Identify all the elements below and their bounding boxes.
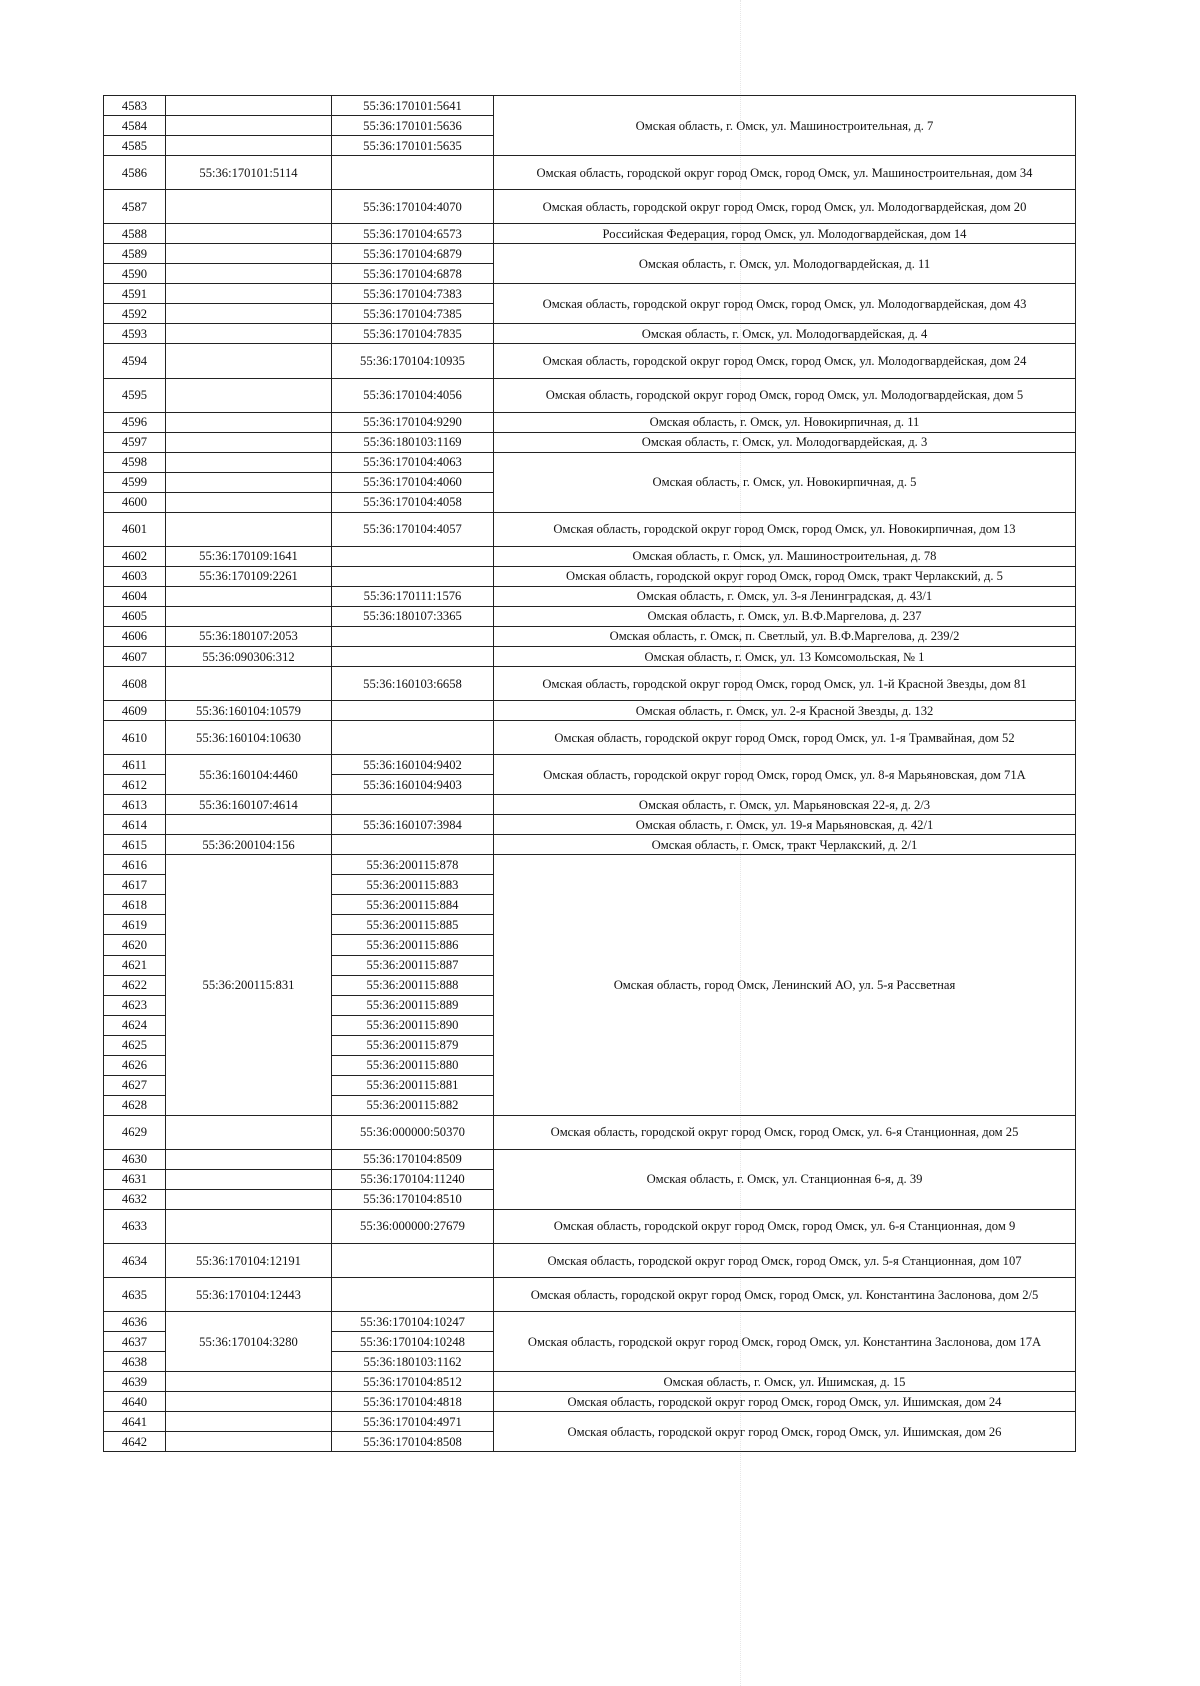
parcel-number-cell: 55:36:090306:312 [166, 646, 332, 666]
parcel-number-cell [166, 1169, 332, 1189]
parcel-number-cell [166, 472, 332, 492]
address-cell: Омская область, городской округ город Омск, город Омск, ул. 1-я Трамвайная, дом 52 [494, 721, 1076, 755]
cadastral-number-cell [332, 1244, 494, 1278]
table-row [104, 344, 1076, 378]
address-cell: Омская область, г. Омск, ул. Новокирпичная, д. 5 [494, 452, 1076, 512]
address-cell: Омская область, г. Омск, ул. Новокирпичная, д. 11 [494, 412, 1076, 432]
cadastral-number-cell: 55:36:000000:27679 [332, 1209, 494, 1243]
address-cell: Омская область, город Омск, Ленинский АО, ул. 5-я Рассветная [494, 855, 1076, 1115]
row-number-cell: 4594 [104, 344, 166, 378]
row-number-cell: 4586 [104, 156, 166, 190]
cadastral-number-cell: 55:36:180103:1169 [332, 432, 494, 452]
address-cell: Омская область, г. Омск, ул. 2-я Красной Звезды, д. 132 [494, 701, 1076, 721]
parcel-number-cell [166, 1412, 332, 1432]
row-number-cell: 4602 [104, 546, 166, 566]
row-number-cell: 4625 [104, 1035, 166, 1055]
cadastral-number-cell: 55:36:200115:881 [332, 1075, 494, 1095]
row-number-cell: 4642 [104, 1432, 166, 1452]
address-cell: Омская область, г. Омск, ул. Марьяновская 22-я, д. 2/3 [494, 795, 1076, 815]
row-number-cell: 4604 [104, 586, 166, 606]
parcel-number-cell: 55:36:160104:10630 [166, 721, 332, 755]
row-number-cell: 4622 [104, 975, 166, 995]
parcel-number-cell: 55:36:170101:5114 [166, 156, 332, 190]
table-row [104, 1392, 1076, 1412]
cadastral-number-cell: 55:36:160103:6658 [332, 667, 494, 701]
row-number-cell: 4596 [104, 412, 166, 432]
row-number-cell: 4607 [104, 646, 166, 666]
cadastral-number-cell: 55:36:170111:1576 [332, 586, 494, 606]
row-number-cell: 4636 [104, 1312, 166, 1332]
address-cell: Омская область, г. Омск, ул. Молодогвардейская, д. 4 [494, 324, 1076, 344]
row-number-cell: 4585 [104, 136, 166, 156]
parcel-number-cell [166, 667, 332, 701]
row-number-cell: 4598 [104, 452, 166, 472]
row-number-cell: 4603 [104, 566, 166, 586]
cadastral-number-cell: 55:36:170104:10935 [332, 344, 494, 378]
row-number-cell: 4601 [104, 512, 166, 546]
parcel-number-cell: 55:36:170109:2261 [166, 566, 332, 586]
address-cell: Омская область, г. Омск, ул. Молодогвардейская, д. 3 [494, 432, 1076, 452]
row-number-cell: 4630 [104, 1149, 166, 1169]
parcel-number-cell [166, 324, 332, 344]
parcel-number-cell [166, 1149, 332, 1169]
parcel-number-cell [166, 492, 332, 512]
cadastral-number-cell [332, 156, 494, 190]
table-row [104, 701, 1076, 721]
parcel-number-cell [166, 96, 332, 116]
address-cell: Омская область, городской округ город Омск, город Омск, ул. Машиностроительная, дом 34 [494, 156, 1076, 190]
row-number-cell: 4609 [104, 701, 166, 721]
address-cell: Омская область, г. Омск, ул. 3-я Ленинградская, д. 43/1 [494, 586, 1076, 606]
parcel-number-cell: 55:36:180107:2053 [166, 626, 332, 646]
table-row [104, 646, 1076, 666]
table-row [104, 244, 1076, 264]
parcel-number-cell [166, 815, 332, 835]
table-row [104, 546, 1076, 566]
cadastral-number-cell: 55:36:200115:880 [332, 1055, 494, 1075]
cadastral-number-cell: 55:36:170104:4971 [332, 1412, 494, 1432]
parcel-number-cell [166, 136, 332, 156]
parcel-number-cell [166, 1432, 332, 1452]
row-number-cell: 4626 [104, 1055, 166, 1075]
cadastral-number-cell: 55:36:170104:4056 [332, 378, 494, 412]
cadastral-number-cell: 55:36:000000:50370 [332, 1115, 494, 1149]
cadastral-number-cell: 55:36:200115:890 [332, 1015, 494, 1035]
row-number-cell: 4595 [104, 378, 166, 412]
cadastral-number-cell [332, 721, 494, 755]
table-row [104, 835, 1076, 855]
address-cell: Омская область, г. Омск, ул. Ишимская, д. 15 [494, 1372, 1076, 1392]
cadastral-number-cell: 55:36:170104:4063 [332, 452, 494, 472]
table-row [104, 855, 1076, 875]
address-cell: Омская область, г. Омск, ул. Машиностроительная, д. 7 [494, 96, 1076, 156]
table-row [104, 324, 1076, 344]
address-cell: Омская область, г. Омск, ул. В.Ф.Маргелова, д. 237 [494, 606, 1076, 626]
row-number-cell: 4614 [104, 815, 166, 835]
address-cell: Омская область, г. Омск, ул. 13 Комсомольская, № 1 [494, 646, 1076, 666]
cadastral-number-cell: 55:36:170104:8509 [332, 1149, 494, 1169]
address-cell: Омская область, городской округ город Омск, город Омск, тракт Черлакский, д. 5 [494, 566, 1076, 586]
row-number-cell: 4629 [104, 1115, 166, 1149]
address-cell: Омская область, городской округ город Омск, город Омск, ул. Константина Заслонова, дом 17А [494, 1312, 1076, 1372]
parcel-number-cell: 55:36:160104:10579 [166, 701, 332, 721]
cadastral-number-cell: 55:36:180107:3365 [332, 606, 494, 626]
row-number-cell: 4611 [104, 755, 166, 775]
table-row [104, 512, 1076, 546]
cadastral-number-cell: 55:36:170104:4058 [332, 492, 494, 512]
row-number-cell: 4608 [104, 667, 166, 701]
row-number-cell: 4615 [104, 835, 166, 855]
row-number-cell: 4617 [104, 875, 166, 895]
parcel-number-cell [166, 224, 332, 244]
table-row [104, 96, 1076, 116]
cadastral-number-cell: 55:36:170104:7385 [332, 304, 494, 324]
cadastral-number-cell: 55:36:170104:4818 [332, 1392, 494, 1412]
table-row [104, 815, 1076, 835]
table-row [104, 224, 1076, 244]
table-row [104, 566, 1076, 586]
cadastral-number-cell: 55:36:170104:10247 [332, 1312, 494, 1332]
cadastral-number-cell: 55:36:160104:9402 [332, 755, 494, 775]
parcel-number-cell [166, 1189, 332, 1209]
row-number-cell: 4640 [104, 1392, 166, 1412]
row-number-cell: 4597 [104, 432, 166, 452]
row-number-cell: 4616 [104, 855, 166, 875]
row-number-cell: 4637 [104, 1332, 166, 1352]
address-cell: Омская область, городской округ город Омск, город Омск, ул. Молодогвардейская, дом 24 [494, 344, 1076, 378]
cadastral-number-cell [332, 566, 494, 586]
parcel-number-cell [166, 512, 332, 546]
parcel-number-cell [166, 1115, 332, 1149]
cadastral-number-cell: 55:36:170104:10248 [332, 1332, 494, 1352]
address-cell: Омская область, городской округ город Омск, город Омск, ул. Молодогвардейская, дом 20 [494, 190, 1076, 224]
parcel-number-cell [166, 432, 332, 452]
address-cell: Омская область, г. Омск, ул. Машиностроительная, д. 78 [494, 546, 1076, 566]
parcel-number-cell: 55:36:200115:831 [166, 855, 332, 1115]
cadastral-number-cell [332, 646, 494, 666]
cadastral-number-cell: 55:36:200115:884 [332, 895, 494, 915]
parcel-number-cell: 55:36:200104:156 [166, 835, 332, 855]
cadastral-number-cell [332, 795, 494, 815]
cadastral-number-cell: 55:36:170101:5636 [332, 116, 494, 136]
cadastral-number-cell: 55:36:170104:8512 [332, 1372, 494, 1392]
table-row [104, 284, 1076, 304]
row-number-cell: 4621 [104, 955, 166, 975]
table-row [104, 626, 1076, 646]
row-number-cell: 4641 [104, 1412, 166, 1432]
address-cell: Омская область, г. Омск, тракт Черлакский, д. 2/1 [494, 835, 1076, 855]
row-number-cell: 4599 [104, 472, 166, 492]
row-number-cell: 4590 [104, 264, 166, 284]
address-cell: Омская область, городской округ город Омск, город Омск, ул. 1-й Красной Звезды, дом 81 [494, 667, 1076, 701]
row-number-cell: 4606 [104, 626, 166, 646]
table-row [104, 795, 1076, 815]
parcel-number-cell: 55:36:160104:4460 [166, 755, 332, 795]
parcel-number-cell [166, 586, 332, 606]
row-number-cell: 4639 [104, 1372, 166, 1392]
table-row [104, 1372, 1076, 1392]
row-number-cell: 4587 [104, 190, 166, 224]
cadastral-number-cell: 55:36:200115:885 [332, 915, 494, 935]
row-number-cell: 4589 [104, 244, 166, 264]
row-number-cell: 4633 [104, 1209, 166, 1243]
cadastral-number-cell [332, 626, 494, 646]
row-number-cell: 4618 [104, 895, 166, 915]
cadastral-number-cell: 55:36:160107:3984 [332, 815, 494, 835]
row-number-cell: 4620 [104, 935, 166, 955]
cadastral-number-cell [332, 1278, 494, 1312]
cadastral-number-cell: 55:36:200115:889 [332, 995, 494, 1015]
cadastral-number-cell: 55:36:200115:887 [332, 955, 494, 975]
table-row [104, 412, 1076, 432]
cadastral-number-cell: 55:36:170104:4070 [332, 190, 494, 224]
parcel-number-cell: 55:36:170104:12191 [166, 1244, 332, 1278]
table-row [104, 1312, 1076, 1332]
cadastral-number-cell: 55:36:170104:8510 [332, 1189, 494, 1209]
address-cell: Омская область, г. Омск, ул. Станционная 6-я, д. 39 [494, 1149, 1076, 1209]
cadastral-number-cell: 55:36:170101:5641 [332, 96, 494, 116]
row-number-cell: 4624 [104, 1015, 166, 1035]
address-cell: Омская область, городской округ город Омск, город Омск, ул. 6-я Станционная, дом 9 [494, 1209, 1076, 1243]
table-row [104, 1278, 1076, 1312]
cadastral-number-cell: 55:36:200115:886 [332, 935, 494, 955]
cadastral-number-cell: 55:36:160104:9403 [332, 775, 494, 795]
cadastral-number-cell: 55:36:170104:7835 [332, 324, 494, 344]
row-number-cell: 4592 [104, 304, 166, 324]
cadastral-number-cell: 55:36:170104:8508 [332, 1432, 494, 1452]
row-number-cell: 4628 [104, 1095, 166, 1115]
address-cell: Омская область, г. Омск, ул. 19-я Марьяновская, д. 42/1 [494, 815, 1076, 835]
row-number-cell: 4600 [104, 492, 166, 512]
row-number-cell: 4593 [104, 324, 166, 344]
table-row [104, 721, 1076, 755]
row-number-cell: 4612 [104, 775, 166, 795]
row-number-cell: 4638 [104, 1352, 166, 1372]
parcel-number-cell [166, 606, 332, 626]
table-row [104, 1412, 1076, 1432]
address-cell: Омская область, городской округ город Омск, город Омск, ул. Ишимская, дом 24 [494, 1392, 1076, 1412]
parcel-number-cell: 55:36:170104:3280 [166, 1312, 332, 1372]
row-number-cell: 4610 [104, 721, 166, 755]
cadastral-number-cell [332, 835, 494, 855]
address-cell: Омская область, городской округ город Омск, город Омск, ул. Новокирпичная, дом 13 [494, 512, 1076, 546]
row-number-cell: 4605 [104, 606, 166, 626]
parcel-number-cell [166, 264, 332, 284]
parcel-number-cell [166, 412, 332, 432]
table-row [104, 755, 1076, 775]
row-number-cell: 4583 [104, 96, 166, 116]
address-cell: Омская область, городской округ город Омск, город Омск, ул. Константина Заслонова, дом 2/5 [494, 1278, 1076, 1312]
address-cell: Омская область, г. Омск, ул. Молодогвардейская, д. 11 [494, 244, 1076, 284]
address-cell: Омская область, г. Омск, п. Светлый, ул. В.Ф.Маргелова, д. 239/2 [494, 626, 1076, 646]
cadastral-table [103, 95, 1076, 1452]
row-number-cell: 4634 [104, 1244, 166, 1278]
address-cell: Омская область, городской округ город Омск, город Омск, ул. 5-я Станционная, дом 107 [494, 1244, 1076, 1278]
parcel-number-cell [166, 1372, 332, 1392]
table-row [104, 432, 1076, 452]
cadastral-number-cell: 55:36:200115:879 [332, 1035, 494, 1055]
cadastral-number-cell: 55:36:170104:4060 [332, 472, 494, 492]
table-row [104, 667, 1076, 701]
table-row [104, 190, 1076, 224]
cadastral-number-cell: 55:36:170104:4057 [332, 512, 494, 546]
address-cell: Омская область, городской округ город Омск, город Омск, ул. 6-я Станционная, дом 25 [494, 1115, 1076, 1149]
cadastral-number-cell: 55:36:170104:11240 [332, 1169, 494, 1189]
cadastral-number-cell: 55:36:170104:6878 [332, 264, 494, 284]
row-number-cell: 4632 [104, 1189, 166, 1209]
cadastral-number-cell: 55:36:170104:6879 [332, 244, 494, 264]
table-row [104, 1115, 1076, 1149]
parcel-number-cell [166, 1392, 332, 1412]
table-row [104, 1244, 1076, 1278]
row-number-cell: 4631 [104, 1169, 166, 1189]
address-cell: Омская область, городской округ город Омск, город Омск, ул. 8-я Марьяновская, дом 71А [494, 755, 1076, 795]
table-row [104, 452, 1076, 472]
parcel-number-cell: 55:36:170104:12443 [166, 1278, 332, 1312]
cadastral-number-cell [332, 701, 494, 721]
address-cell: Омская область, городской округ город Омск, город Омск, ул. Молодогвардейская, дом 5 [494, 378, 1076, 412]
row-number-cell: 4588 [104, 224, 166, 244]
parcel-number-cell [166, 190, 332, 224]
parcel-number-cell [166, 284, 332, 304]
parcel-number-cell [166, 244, 332, 264]
table-row [104, 1149, 1076, 1169]
parcel-number-cell [166, 378, 332, 412]
cadastral-number-cell: 55:36:200115:883 [332, 875, 494, 895]
address-cell: Омская область, городской округ город Омск, город Омск, ул. Ишимская, дом 26 [494, 1412, 1076, 1452]
cadastral-number-cell: 55:36:200115:882 [332, 1095, 494, 1115]
table-row [104, 378, 1076, 412]
parcel-number-cell [166, 304, 332, 324]
table-row [104, 156, 1076, 190]
row-number-cell: 4591 [104, 284, 166, 304]
cadastral-number-cell: 55:36:170104:7383 [332, 284, 494, 304]
row-number-cell: 4613 [104, 795, 166, 815]
address-cell: Омская область, городской округ город Омск, город Омск, ул. Молодогвардейская, дом 43 [494, 284, 1076, 324]
parcel-number-cell: 55:36:170109:1641 [166, 546, 332, 566]
cadastral-number-cell: 55:36:200115:888 [332, 975, 494, 995]
parcel-number-cell [166, 116, 332, 136]
cadastral-number-cell: 55:36:170104:9290 [332, 412, 494, 432]
row-number-cell: 4627 [104, 1075, 166, 1095]
address-cell: Российская Федерация, город Омск, ул. Молодогвардейская, дом 14 [494, 224, 1076, 244]
table-row [104, 586, 1076, 606]
cadastral-number-cell [332, 546, 494, 566]
parcel-number-cell [166, 344, 332, 378]
row-number-cell: 4623 [104, 995, 166, 1015]
parcel-number-cell [166, 1209, 332, 1243]
row-number-cell: 4619 [104, 915, 166, 935]
table-row [104, 606, 1076, 626]
cadastral-number-cell: 55:36:180103:1162 [332, 1352, 494, 1372]
row-number-cell: 4584 [104, 116, 166, 136]
parcel-number-cell [166, 452, 332, 472]
parcel-number-cell: 55:36:160107:4614 [166, 795, 332, 815]
cadastral-number-cell: 55:36:200115:878 [332, 855, 494, 875]
cadastral-number-cell: 55:36:170101:5635 [332, 136, 494, 156]
row-number-cell: 4635 [104, 1278, 166, 1312]
table-row [104, 1209, 1076, 1243]
table-body [104, 96, 1076, 1452]
cadastral-number-cell: 55:36:170104:6573 [332, 224, 494, 244]
